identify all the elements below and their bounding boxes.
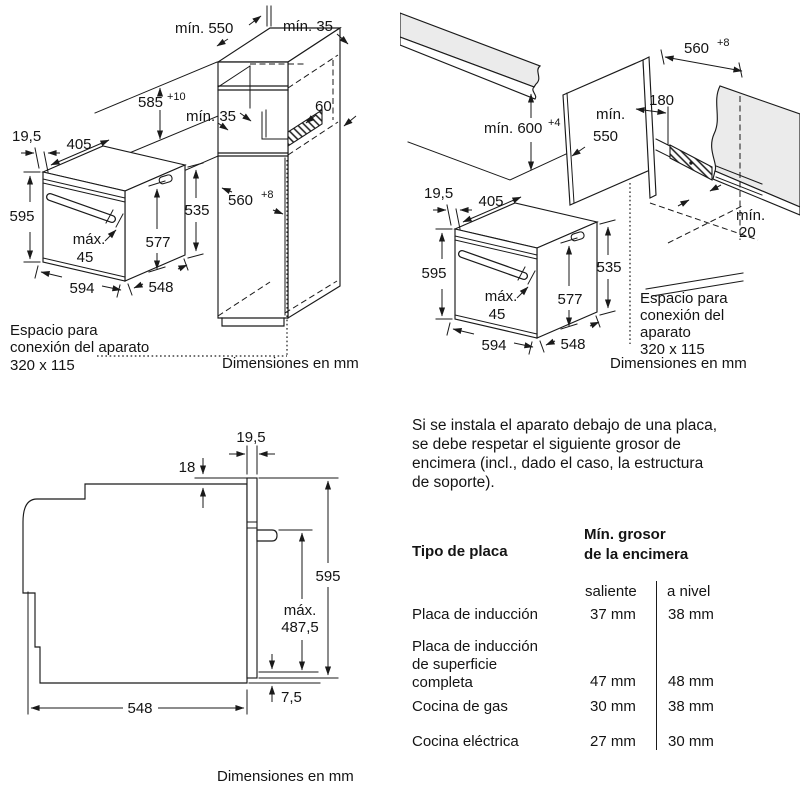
dim-595: 595	[9, 208, 35, 225]
dim-min600-sup: +4	[548, 117, 561, 129]
caption-dimensions: Dimensiones en mm	[222, 355, 359, 372]
paragraph-line: Si se instala el aparato debajo de una placa,	[412, 417, 718, 434]
table-cell-nivel: 38 mm	[668, 698, 714, 715]
table-row-tipo: Cocina eléctrica	[412, 733, 519, 750]
caption-dimensions: Dimensiones en mm	[610, 355, 747, 372]
dim-60: 60	[315, 98, 332, 115]
table-cell-nivel: 30 mm	[668, 733, 714, 750]
tall-cabinet-drawing	[218, 28, 340, 326]
dim-min550-l1: mín.	[596, 106, 626, 123]
table-row-tipo: Cocina de gas	[412, 698, 508, 715]
table-row-tipo: Placa de inducción	[412, 638, 538, 655]
worktop-thickness-section	[400, 400, 800, 800]
dim-548: 548	[148, 279, 174, 296]
dim-585: 585	[138, 94, 164, 111]
diagram-tall-cabinet-installation	[0, 0, 400, 400]
note-line1: Espacio para	[10, 322, 98, 339]
dim-max-label: máx.	[72, 231, 106, 248]
dim-min20-l2: 20	[739, 224, 756, 241]
table-cell-saliente: 47 mm	[590, 673, 636, 690]
dim-535: 535	[184, 202, 210, 219]
note-line3: aparato	[640, 324, 691, 341]
diagram-side-profile	[0, 400, 400, 800]
table-row-tipo-line3: completa	[412, 674, 473, 691]
note-line3: 320 x 115	[10, 357, 75, 374]
table-cell-saliente: 27 mm	[590, 733, 636, 750]
dim-max-label: máx.	[283, 602, 317, 619]
dim-405: 405	[66, 136, 92, 153]
dim-595: 595	[315, 568, 341, 585]
dim-180: 180	[649, 92, 675, 109]
dim-min550-l2: 550	[593, 128, 619, 145]
table-cell-saliente: 30 mm	[590, 698, 636, 715]
note-line4: 320 x 115	[640, 341, 705, 358]
oven-drawing-instance	[421, 185, 621, 354]
tl-notes	[10, 322, 359, 374]
table-cell-saliente: 37 mm	[590, 606, 636, 623]
dim-min35-mid: mín. 35	[186, 108, 237, 125]
dim-19-5: 19,5	[12, 128, 42, 145]
note-line2: conexión del	[640, 307, 725, 324]
table-col2-header-line1: Mín. grosor	[584, 526, 666, 543]
diagram-under-counter-installation	[400, 0, 800, 400]
oven-drawing	[9, 128, 209, 297]
dim-18: 18	[178, 459, 196, 476]
note-line2: conexión del aparato	[10, 339, 150, 356]
dim-min35-top: mín. 35	[283, 18, 334, 35]
dim-7-5: 7,5	[281, 689, 302, 706]
note-line1: Espacio para	[640, 290, 728, 307]
dim-560: 560	[684, 40, 710, 57]
dim-19-5: 19,5	[236, 429, 266, 446]
table-col1-header: Tipo de placa	[412, 543, 508, 560]
table-cell-nivel: 48 mm	[668, 673, 714, 690]
dim-548: 548	[127, 700, 153, 717]
dim-min600: mín. 600	[484, 120, 543, 137]
dim-max-45: 45	[76, 249, 94, 266]
dim-594: 594	[69, 280, 95, 297]
table-subheader-a-nivel: a nivel	[667, 583, 711, 600]
dim-max-4875: 487,5	[281, 619, 319, 636]
table-subheader-saliente: saliente	[585, 583, 637, 600]
dim-560: 560	[228, 192, 254, 209]
dim-560-sup: +8	[717, 37, 730, 49]
table-row-tipo: Placa de inducción	[412, 606, 538, 623]
paragraph-line: encimera (incl., dado el caso, la estructura	[412, 455, 704, 472]
paragraph-line: de soporte).	[412, 474, 495, 491]
oven-side-profile	[23, 478, 277, 683]
dim-560-sup: +8	[261, 189, 274, 201]
table-cell-nivel: 38 mm	[668, 606, 714, 623]
caption-dimensions: Dimensiones en mm	[217, 768, 354, 785]
table-row-tipo-line2: de superficie	[412, 656, 498, 673]
dim-577: 577	[145, 234, 171, 251]
dim-min550: mín. 550	[175, 20, 234, 37]
dim-585-sup: +10	[167, 91, 186, 103]
table-col2-header-line2: de la encimera	[584, 546, 689, 563]
dim-min20-l1: mín.	[736, 207, 766, 224]
table-column-divider	[656, 581, 657, 750]
paragraph-line: se debe respetar el siguiente grosor de	[412, 436, 681, 453]
intro-paragraph	[412, 416, 717, 492]
